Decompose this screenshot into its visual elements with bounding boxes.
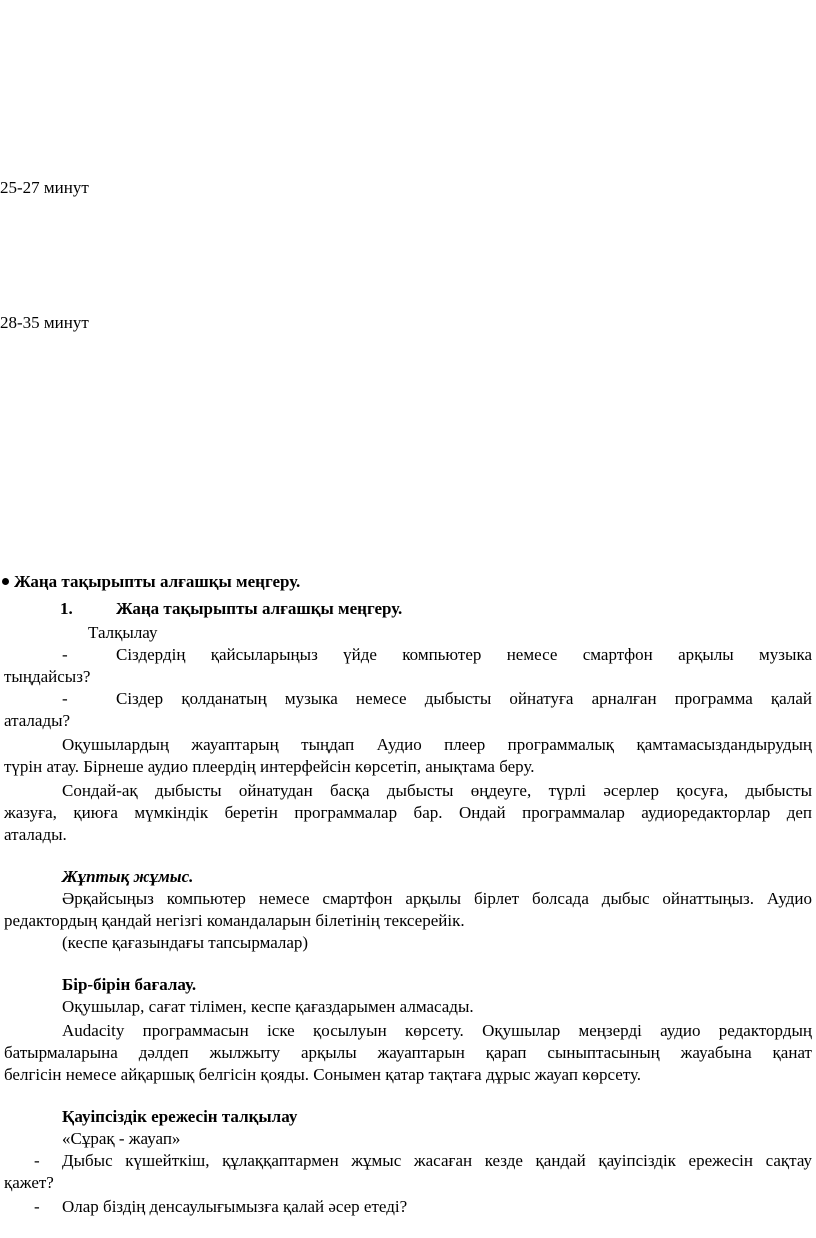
- pair-work-heading: Жұптық жұмыс.: [62, 867, 194, 886]
- paragraph-1-line-1: Оқушылардың жауаптарың тыңдап Аудио плеер программалық қамтамасыздандырудың: [62, 735, 812, 754]
- safety-question-dash: -: [34, 1197, 40, 1216]
- discussion-label: Талқылау: [88, 623, 158, 642]
- bullet-icon: [2, 578, 9, 585]
- bullet-heading: [2, 571, 300, 593]
- question-1-line-2: тыңдайсыз?: [4, 667, 91, 686]
- pair-work-line-1: Әрқайсыңыз компьютер немесе смартфон арқылы бірлет болсада дыбыс ойнаттыңыз. Аудио: [62, 889, 812, 908]
- paragraph-2-line-2: жазуға, қиюға мүмкіндік беретін программалар бар. Ондай программалар аудиоредакторлар деп: [4, 803, 812, 822]
- peer-assessment-heading: Бір-бірін бағалау.: [62, 975, 197, 994]
- pair-work-line-3: (кеспе қағазындағы тапсырмалар): [62, 933, 309, 952]
- numbered-marker: 1.: [60, 599, 73, 618]
- peer-assessment-paragraph-line-2: батырмаларына дәлдеп жылжыту арқылы жауаптарын қарап сыныптасының жауабына қанат: [4, 1043, 812, 1062]
- timing-label-2: 28-35 минут: [0, 313, 89, 332]
- safety-question-dash: -: [34, 1151, 40, 1170]
- question-1-line-1: Сіздердің қайсыларыңыз үйде компьютер немесе смартфон арқылы музыка: [116, 645, 812, 664]
- safety-question-1-line-1: Дыбыс күшейткіш, құлаққаптармен жұмыс жасаған кезде қандай қауіпсіздік ережесін сақтау: [62, 1151, 812, 1170]
- paragraph-2-line-1: Сондай-ақ дыбысты ойнатудан басқа дыбысты өңдеуге, түрлі әсерлер қосуға, дыбысты: [62, 781, 812, 800]
- peer-assessment-line-1: Оқушылар, сағат тілімен, кеспе қағаздарымен алмасады.: [62, 997, 474, 1016]
- safety-heading: Қауіпсіздік ережесін талқылау: [62, 1107, 298, 1126]
- paragraph-2-line-3: аталады.: [4, 825, 67, 844]
- timing-label-1: 25-27 минут: [0, 178, 89, 197]
- numbered-heading: Жаңа тақырыпты алғашқы меңгеру.: [116, 599, 403, 618]
- paragraph-1-line-2: түрін атау. Бірнеше аудио плеердің интерфейсін көрсетіп, анықтама беру.: [4, 757, 535, 776]
- question-dash: -: [62, 689, 68, 708]
- peer-assessment-paragraph-line-1: Audacity программасын іске қосылуын көрсету. Оқушылар меңзерді аудио редактордың: [62, 1021, 812, 1040]
- question-2-line-1: Сіздер қолданатың музыка немесе дыбысты ойнатуға арналған программа қалай: [116, 689, 812, 708]
- safety-question-2-line-1: Олар біздің денсаулығымызға қалай әсер етеді?: [62, 1197, 408, 1216]
- peer-assessment-paragraph-line-3: белгісін немесе айқаршық белгісін қояды. Сонымен қатар тақтаға дұрыс жауап көрсету.: [4, 1065, 641, 1084]
- question-2-line-2: аталады?: [4, 711, 71, 730]
- question-dash: -: [62, 645, 68, 664]
- safety-subheading: «Сұрақ - жауап»: [62, 1129, 181, 1148]
- safety-question-1-line-2: қажет?: [4, 1173, 54, 1192]
- bullet-heading-text: Жаңа тақырыпты алғашқы меңгеру.: [14, 572, 301, 591]
- pair-work-line-2: редактордың қандай негізгі командаларын білетінің тексерейік.: [4, 911, 465, 930]
